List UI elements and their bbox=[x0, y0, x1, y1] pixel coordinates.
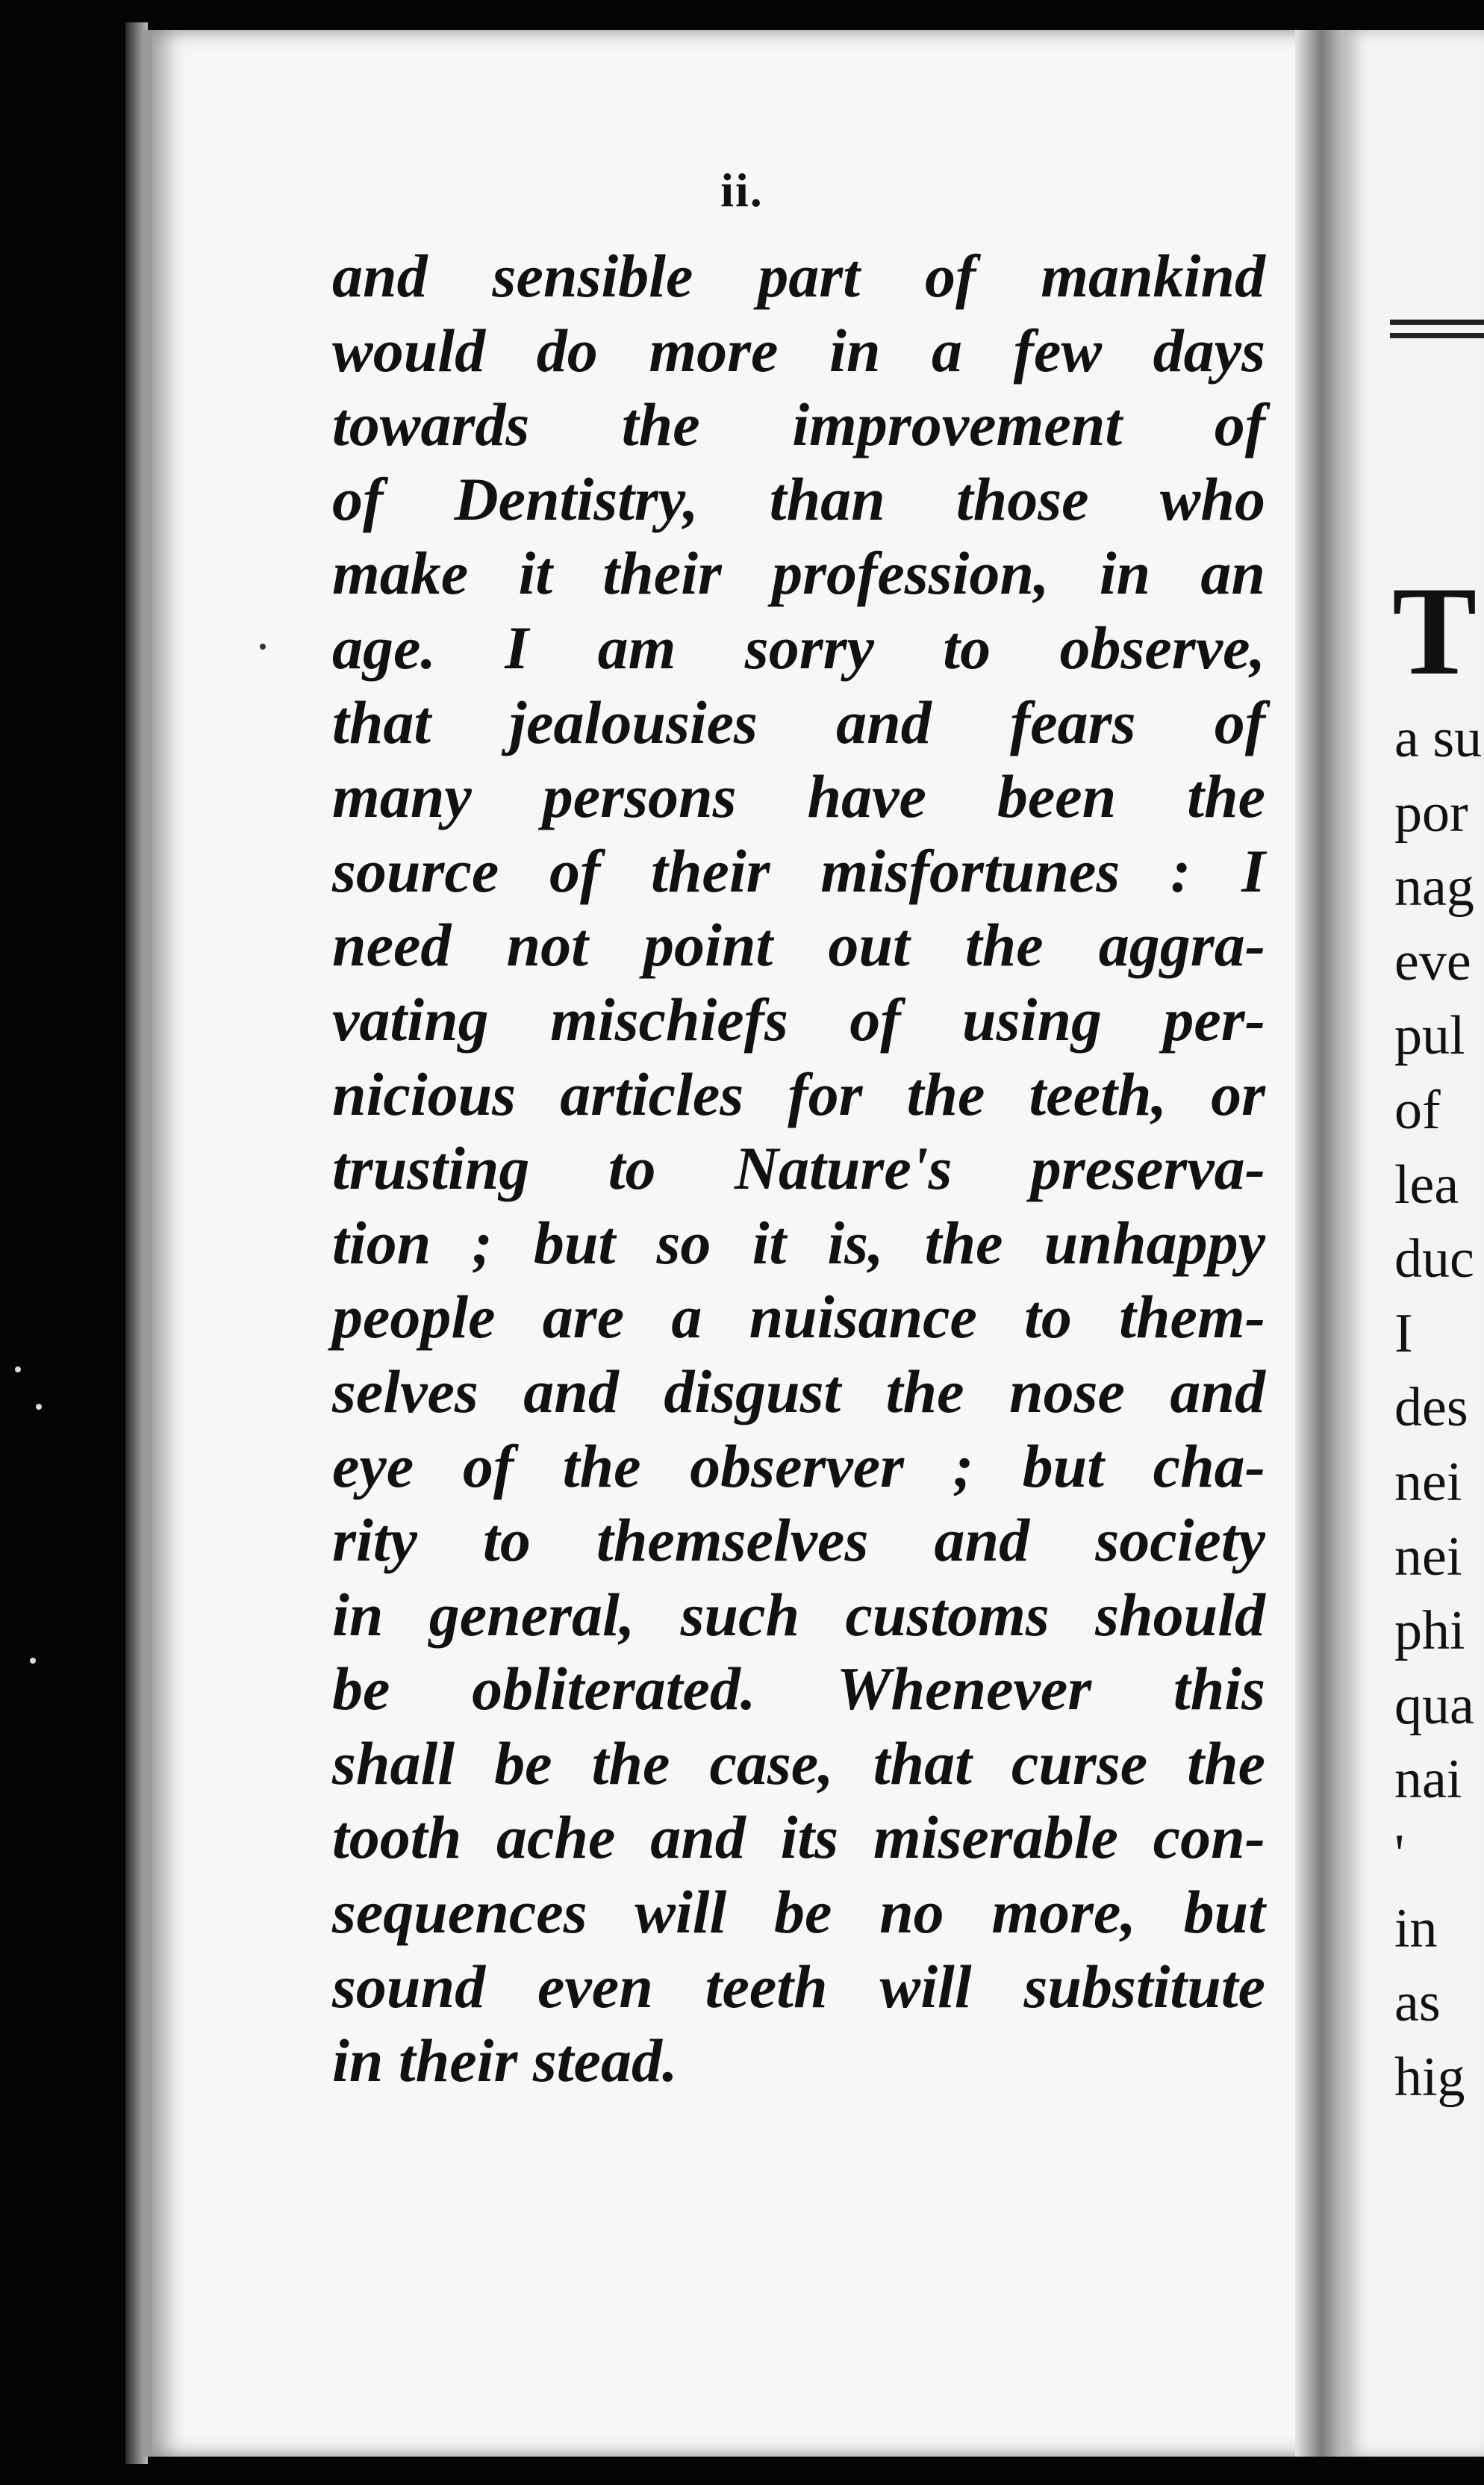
facing-line: nei bbox=[1394, 1451, 1462, 1513]
text-line: be obliterated. Whenever this bbox=[332, 1655, 1265, 1723]
text-line: and sensible part of mankind bbox=[332, 242, 1265, 310]
facing-page-text bbox=[1394, 702, 1484, 2115]
text-line: tion ; but so it is, the unhappy bbox=[332, 1208, 1265, 1277]
text-line: sequences will be no more, but bbox=[332, 1878, 1265, 1947]
scan-speck bbox=[260, 644, 266, 650]
facing-line: des bbox=[1394, 1377, 1468, 1439]
facing-page-drop-cap: T bbox=[1392, 561, 1477, 701]
text-line: need not point out the aggra- bbox=[332, 911, 1265, 980]
scan-speck bbox=[30, 1658, 36, 1664]
facing-line: lea bbox=[1394, 1154, 1459, 1216]
facing-line: pul bbox=[1394, 1005, 1465, 1067]
text-line: towards the improvement of bbox=[332, 391, 1265, 459]
text-line: shall be the case, that curse the bbox=[332, 1729, 1265, 1797]
text-line: make it their profession, in an bbox=[332, 539, 1265, 608]
page-number: ii. bbox=[720, 164, 764, 217]
text-line: trusting to Nature's preserva- bbox=[332, 1134, 1265, 1203]
text-line: source of their misfortunes : I bbox=[332, 836, 1265, 905]
facing-line: a su bbox=[1394, 708, 1483, 769]
text-line: age. I am sorry to observe, bbox=[332, 613, 1265, 682]
facing-line: I bbox=[1394, 1302, 1413, 1364]
text-line: that jealousies and fears of bbox=[332, 688, 1265, 756]
facing-line: nei bbox=[1394, 1525, 1462, 1587]
text-line: would do more in a few days bbox=[332, 316, 1265, 385]
text-line: tooth ache and its miserable con- bbox=[332, 1803, 1265, 1872]
text-line: nicious articles for the teeth, or bbox=[332, 1060, 1265, 1128]
book-gutter bbox=[1295, 30, 1347, 2457]
text-line: in general, such customs should bbox=[332, 1580, 1265, 1649]
facing-line: as bbox=[1394, 1972, 1441, 2034]
text-line: of Dentistry, than those who bbox=[332, 464, 1265, 533]
text-line: many persons have been the bbox=[332, 762, 1265, 831]
facing-line: duc bbox=[1394, 1228, 1474, 1290]
facing-line: of bbox=[1394, 1079, 1441, 1141]
scan-speck bbox=[15, 1366, 21, 1372]
body-text bbox=[332, 239, 1265, 2098]
facing-line: hig bbox=[1394, 2046, 1465, 2108]
facing-line: eve bbox=[1394, 930, 1471, 992]
text-line: vating mischiefs of using per- bbox=[332, 985, 1265, 1054]
text-line: selves and disgust the nose and bbox=[332, 1357, 1265, 1425]
scan-speck bbox=[36, 1404, 42, 1410]
text-line: rity to themselves and society bbox=[332, 1506, 1265, 1575]
text-line: people are a nuisance to them- bbox=[332, 1283, 1265, 1352]
facing-line: por bbox=[1394, 782, 1468, 844]
text-line: in their stead. bbox=[332, 2027, 678, 2095]
facing-line: ' bbox=[1394, 1823, 1405, 1885]
facing-line: nai bbox=[1394, 1749, 1462, 1811]
facing-page-rule bbox=[1390, 320, 1484, 325]
facing-line: phi bbox=[1394, 1600, 1465, 1662]
facing-line: qua bbox=[1394, 1674, 1474, 1736]
text-line: eye of the observer ; but cha- bbox=[332, 1431, 1265, 1500]
text-line: sound even teeth will substitute bbox=[332, 1952, 1265, 2021]
facing-line: in bbox=[1394, 1897, 1438, 1959]
facing-page-rule bbox=[1390, 333, 1484, 338]
facing-line: nag bbox=[1394, 856, 1474, 918]
